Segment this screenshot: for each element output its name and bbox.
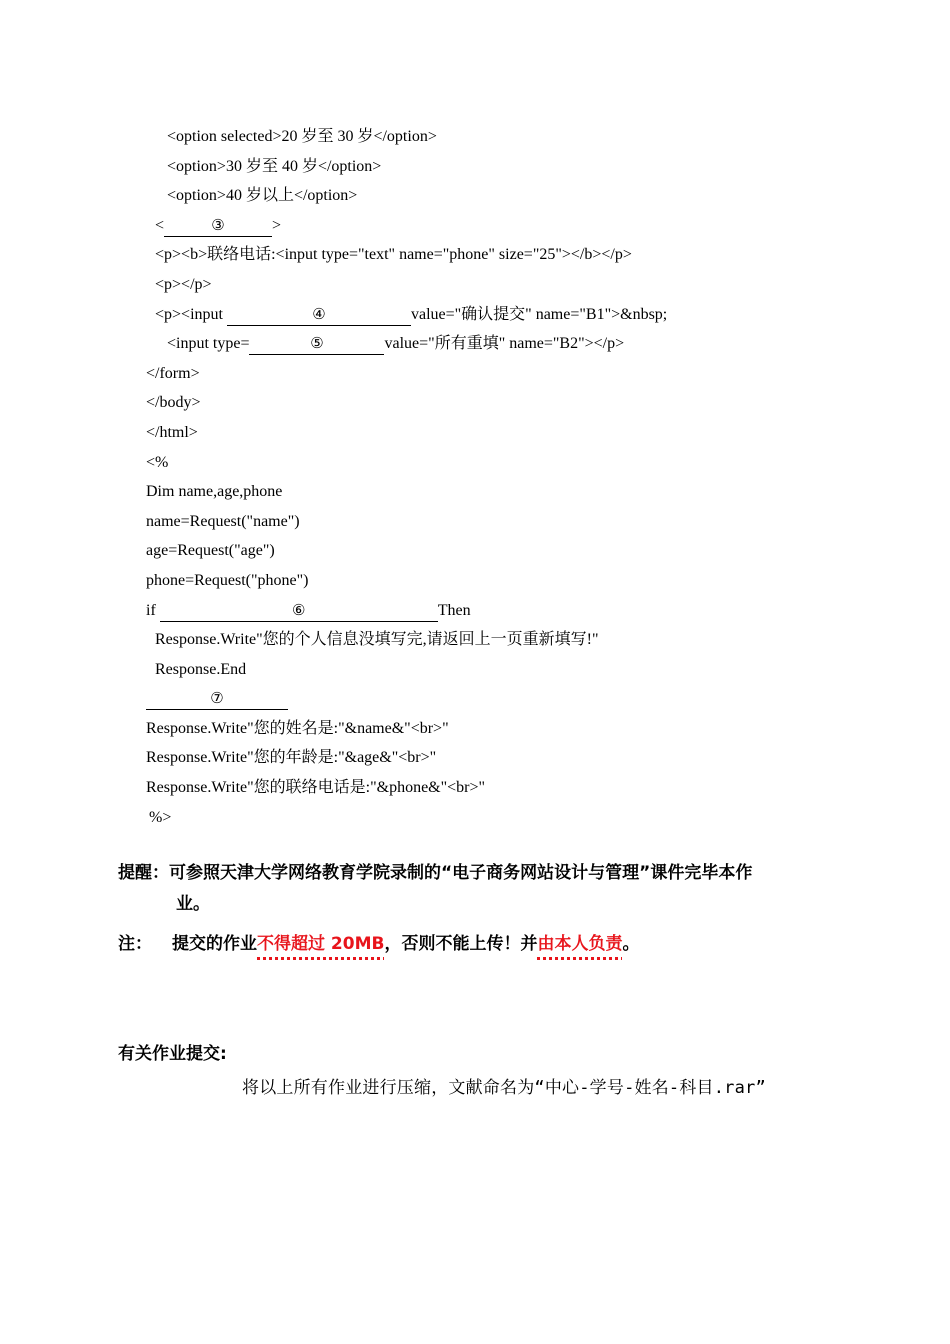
code-text: <input type=	[167, 335, 250, 353]
reminder-line-2: 业。	[176, 894, 210, 914]
code-text: <p><b>联络电话:<input type="text" name="phone" size="25"></b></p>	[155, 246, 632, 264]
code-text: Response.Write"您的年龄是:"&age&"<br>"	[146, 749, 437, 767]
code-line	[0, 536, 950, 566]
code-line	[0, 152, 950, 182]
code-text: value="所有重填" name="B2"></p>	[384, 335, 625, 353]
code-text: %>	[149, 808, 172, 826]
code-line	[0, 240, 950, 270]
code-text: Response.Write"您的联络电话是:"&phone&"<br>"	[146, 779, 486, 797]
fill-in-blank-7: ⑦	[146, 689, 288, 710]
code-text: Dim name,age,phone	[146, 483, 283, 501]
code-line	[0, 566, 950, 596]
code-line	[0, 743, 950, 773]
code-line-blank-3	[0, 211, 950, 241]
reminder-paragraph	[0, 858, 950, 920]
code-text: <p><input	[155, 305, 227, 323]
code-text: </body>	[146, 394, 201, 412]
code-text: <	[155, 216, 165, 234]
code-line-blank-4	[0, 300, 950, 330]
code-text: Response.Write"您的个人信息没填写完,请返回上一页重新填写!"	[155, 631, 599, 649]
code-line	[0, 388, 950, 418]
code-text: <option>30 岁至 40 岁</option>	[167, 157, 382, 175]
code-line	[0, 448, 950, 478]
code-text: Response.Write"您的姓名是:"&name&"<br>"	[146, 719, 449, 737]
submission-heading: 有关作业提交:	[118, 1044, 227, 1064]
fill-in-blank-5: ⑤	[249, 334, 384, 355]
code-listing	[0, 122, 950, 832]
code-text: name=Request("name")	[146, 512, 300, 530]
notes-section	[0, 858, 950, 960]
submission-instructions: 将以上所有作业进行压缩，文献命名为“中心-学号-姓名-科目.rar”	[242, 1078, 766, 1098]
code-text: >	[272, 216, 282, 234]
fill-in-blank-3: ③	[164, 216, 272, 237]
code-text: </html>	[146, 423, 198, 441]
code-line	[0, 625, 950, 655]
warning-text: 。	[622, 934, 640, 954]
code-line	[0, 270, 950, 300]
code-line	[0, 773, 950, 803]
code-line	[0, 181, 950, 211]
code-text: if	[146, 601, 160, 619]
size-limit-emphasis: 不得超过 20MB	[257, 934, 385, 954]
warning-text: 提交的作业	[172, 934, 257, 954]
code-line-blank-6	[0, 596, 950, 626]
code-text: Response.End	[155, 660, 247, 678]
code-line	[0, 477, 950, 507]
code-line	[0, 359, 950, 389]
warning-paragraph	[0, 929, 950, 960]
code-line	[0, 507, 950, 537]
warning-text: ，否则不能上传！并	[384, 934, 538, 954]
responsibility-emphasis: 由本人负责	[537, 934, 623, 954]
warning-label: 注：	[118, 934, 152, 954]
code-text: phone=Request("phone")	[146, 571, 309, 589]
code-text: <option>40 岁以上</option>	[167, 187, 358, 205]
code-line-blank-7	[0, 684, 950, 714]
reminder-line-1: 提醒：可参照天津大学网络教育学院录制的“电子商务网站设计与管理”课件完毕本作	[118, 863, 753, 883]
code-text: age=Request("age")	[146, 542, 275, 560]
fill-in-blank-6: ⑥	[160, 601, 438, 622]
code-line	[0, 122, 950, 152]
code-text: <option selected>20 岁至 30 岁</option>	[167, 128, 437, 145]
code-text: </form>	[146, 364, 200, 382]
code-text: Then	[437, 601, 471, 619]
code-line	[0, 418, 950, 448]
code-text: <%	[146, 453, 169, 471]
code-text: <p></p>	[155, 275, 212, 293]
code-text: value="确认提交" name="B1">&nbsp;	[410, 305, 668, 323]
code-line-blank-5	[0, 329, 950, 359]
fill-in-blank-4: ④	[227, 305, 411, 326]
code-line	[0, 714, 950, 744]
code-line	[0, 803, 950, 833]
code-line	[0, 655, 950, 685]
